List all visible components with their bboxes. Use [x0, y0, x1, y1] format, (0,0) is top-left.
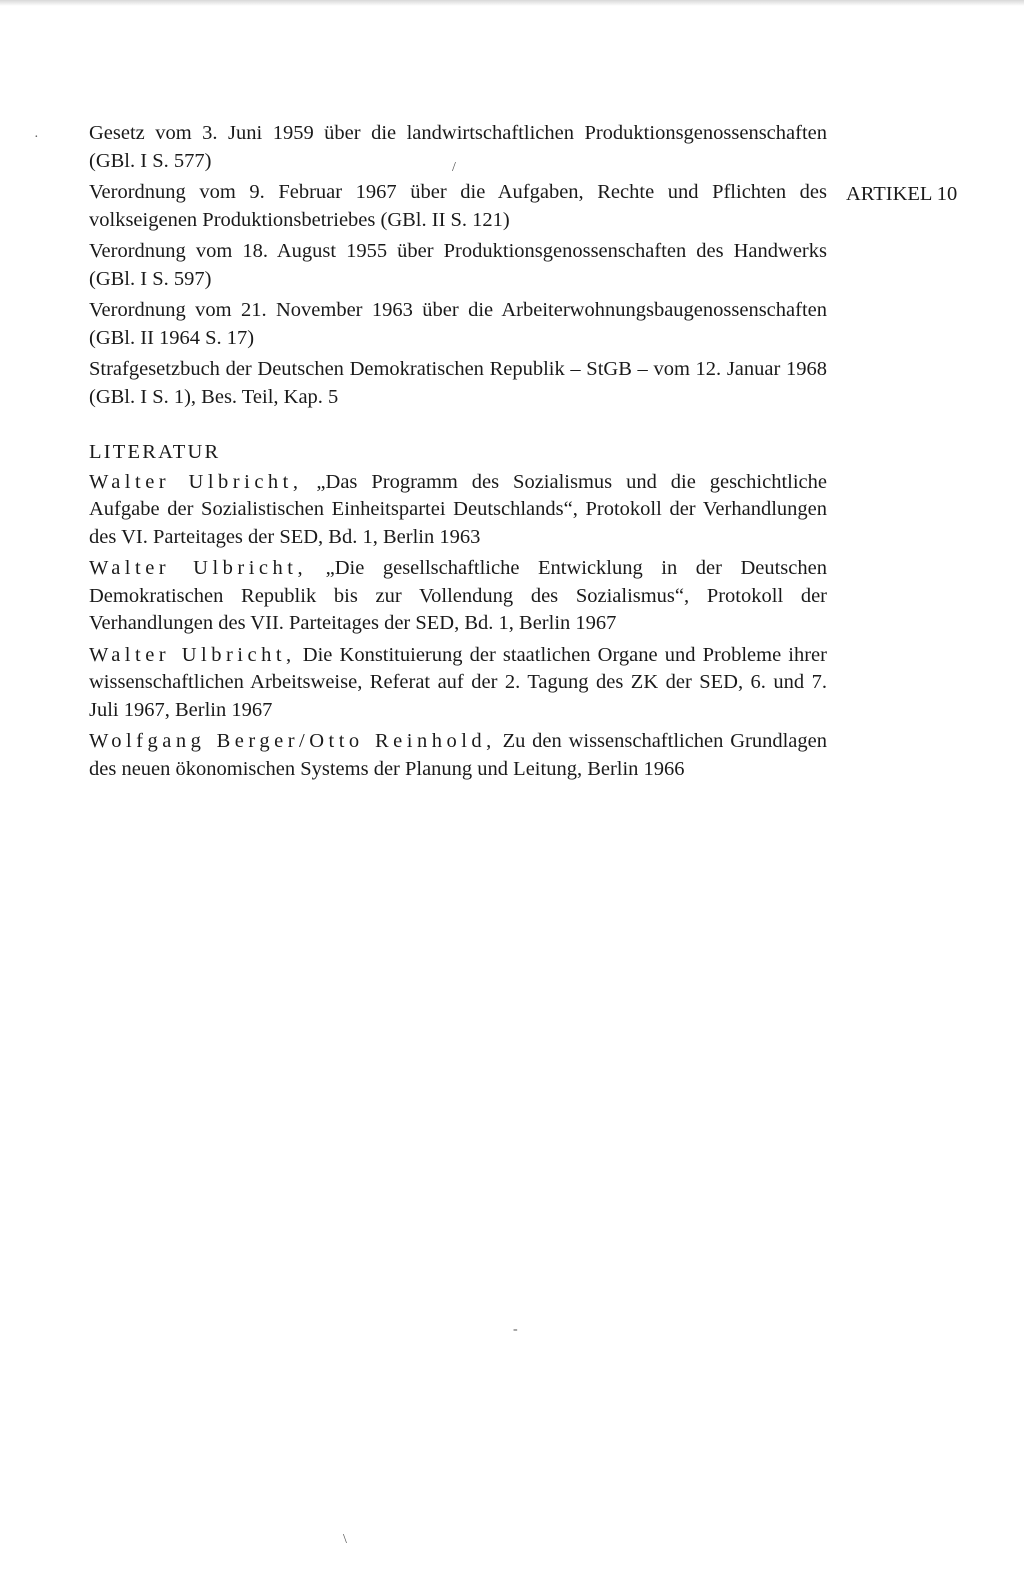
literature-item: [89, 642, 827, 725]
scan-speck: \: [343, 1532, 347, 1547]
literature-author: Walter Ulbricht,: [89, 643, 296, 666]
literature-item: [89, 469, 827, 552]
law-reference: Strafgesetzbuch der Deutschen Demokratischen Republik – StGB – vom 12. Januar 1968 (GBl. I S. 1), Bes. Teil, Kap. 5: [89, 358, 827, 408]
scan-speck: /: [452, 160, 456, 175]
literature-title: Die Konstituierung der staatlichen Organe und Probleme ihrer wissenschaftlichen Arbeitsweise, Referat auf der 2. Tagung des ZK der SED, 6. und 7. Juli 1967, Berlin 1967: [89, 643, 827, 721]
literature-title: „Die gesellschaftliche Entwicklung in der Deutschen Demokratischen Republik bis zur Vollendung des Sozialismus“, Protokoll der Verhandlungen des VII. Parteitages der SED, Bd. 1, Berlin 1967: [89, 557, 827, 634]
literature-author: Walter Ulbricht,: [89, 557, 308, 579]
article-margin-note: ARTIKEL 10: [846, 183, 958, 205]
legal-references-column: [89, 120, 827, 787]
scan-speck: -: [513, 1322, 518, 1337]
scan-speck: ·: [34, 130, 39, 145]
scan-top-edge: [0, 0, 1024, 6]
literature-author: Walter Ulbricht,: [89, 470, 303, 493]
literature-heading: LITERATUR: [89, 441, 221, 463]
literature-author: Wolfgang Berger/Otto Reinhold,: [89, 730, 496, 752]
literature-title: Zu den wissenschaftlichen Grundlagen des neuen ökonomischen Systems der Planung und Leitung, Berlin 1966: [89, 730, 827, 780]
law-reference: Verordnung vom 18. August 1955 über Produktionsgenossenschaften des Handwerks (GBl. I S. 597): [89, 240, 827, 290]
law-reference: Verordnung vom 9. Februar 1967 über die Aufgaben, Rechte und Pflichten des volkseigenen Produktionsbetriebes (GBl. II S. 121): [89, 181, 827, 231]
literature-item: [89, 555, 827, 638]
literature-title: „Das Programm des Sozialismus und die geschichtliche Aufgabe der Sozialistischen Einheitspartei Deutschlands“, Protokoll der Verhandlungen des VI. Parteitages der SED, Bd. 1, Berlin 1963: [89, 470, 827, 548]
law-reference: Gesetz vom 3. Juni 1959 über die landwirtschaftlichen Produktionsgenossenschaften (GBl. I S. 577): [89, 122, 827, 172]
literature-item: [89, 728, 827, 783]
law-reference: Verordnung vom 21. November 1963 über die Arbeiterwohnungsbaugenossenschaften (GBl. II 1964 S. 17): [89, 299, 827, 349]
